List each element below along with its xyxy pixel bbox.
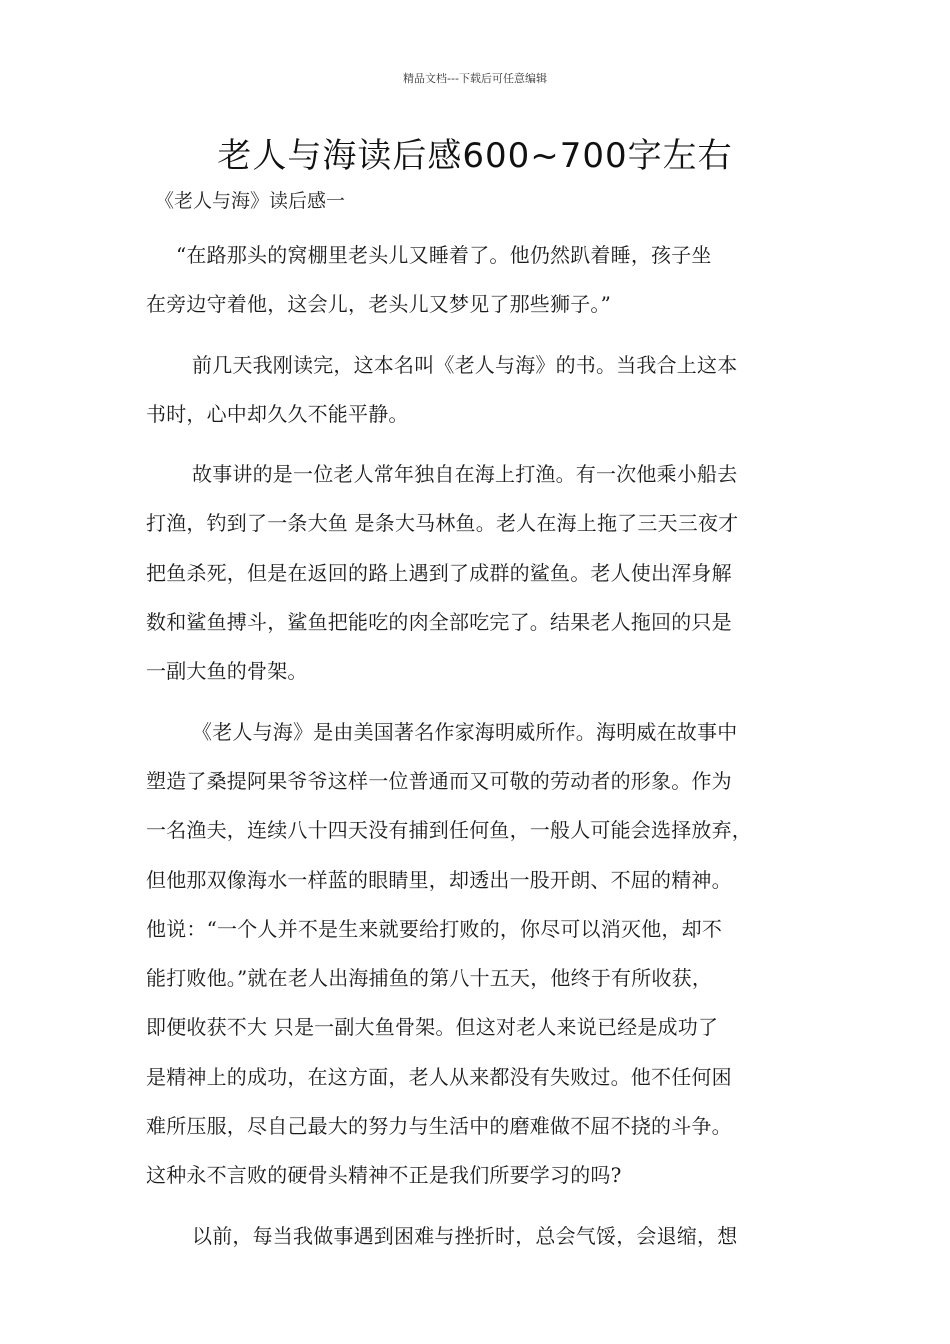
paragraph: [146, 341, 826, 440]
text-line: 能打败他。”就在老人出海捕鱼的第八十五天，他终于有所收获，: [146, 966, 713, 991]
text-line: 在旁边守着他，这会儿，老头儿又梦见了那些狮子。”: [146, 292, 612, 317]
paragraph: [146, 450, 826, 696]
paragraph: [146, 231, 826, 330]
document-title: 老人与海读后感600~700字左右: [217, 136, 733, 176]
text-line: 但他那双像海水一样蓝的眼睛里，却透出一股开朗、不屈的精神。: [146, 867, 732, 892]
text-line: 这种永不言败的硬骨头精神不正是我们所要学习的吗?: [146, 1163, 622, 1188]
text-line: 是精神上的成功，在这方面，老人从来都没有失败过。他不任何困: [146, 1064, 732, 1089]
text-line: 把鱼杀死，但是在返回的路上遇到了成群的鲨鱼。老人使出浑身解: [146, 560, 732, 585]
text-line: 一副大鱼的骨架。: [146, 659, 308, 684]
document-body: [146, 231, 826, 1261]
page-header: 精品文档---下载后可任意编辑: [403, 72, 547, 85]
section-subtitle: 《老人与海》读后感一: [155, 190, 346, 212]
text-line: 前几天我刚读完，这本名叫《老人与海》的书。当我合上这本: [192, 352, 738, 377]
text-line: “在路那头的窝棚里老头儿又睡着了。他仍然趴着睡，孩子坐: [176, 243, 712, 267]
text-line: 书时，心中却久久不能平静。: [146, 401, 409, 426]
text-line: 以前，每当我做事遇到困难与挫折时，总会气馁，会退缩，想: [192, 1223, 738, 1248]
text-line: 一名渔夫，连续八十四天没有捕到任何鱼，一般人可能会选择放弃，: [146, 818, 752, 843]
text-line: 他说：“一个人并不是生来就要给打败的，你尽可以消灭他，却不: [146, 916, 723, 941]
paragraph: [146, 708, 826, 1201]
text-line: 《老人与海》是由美国著名作家海明威所作。海明威在故事中: [192, 719, 738, 744]
text-line: 塑造了桑提阿果爷爷这样一位普通而又可敬的劳动者的形象。作为: [146, 768, 732, 793]
text-line: 数和鲨鱼搏斗，鲨鱼把能吃的肉全部吃完了。结果老人拖回的只是: [146, 610, 732, 635]
text-line: 即便收获不大 只是一副大鱼骨架。但这对老人来说已经是成功了: [146, 1015, 719, 1040]
text-line: 打渔，钓到了一条大鱼 是条大马林鱼。老人在海上拖了三天三夜才: [146, 511, 739, 536]
text-line: 难所压服，尽自己最大的努力与生活中的磨难做不屈不挠的斗争。: [146, 1114, 732, 1139]
paragraph: [146, 1212, 826, 1261]
text-line: 故事讲的是一位老人常年独自在海上打渔。有一次他乘小船去: [192, 462, 738, 487]
